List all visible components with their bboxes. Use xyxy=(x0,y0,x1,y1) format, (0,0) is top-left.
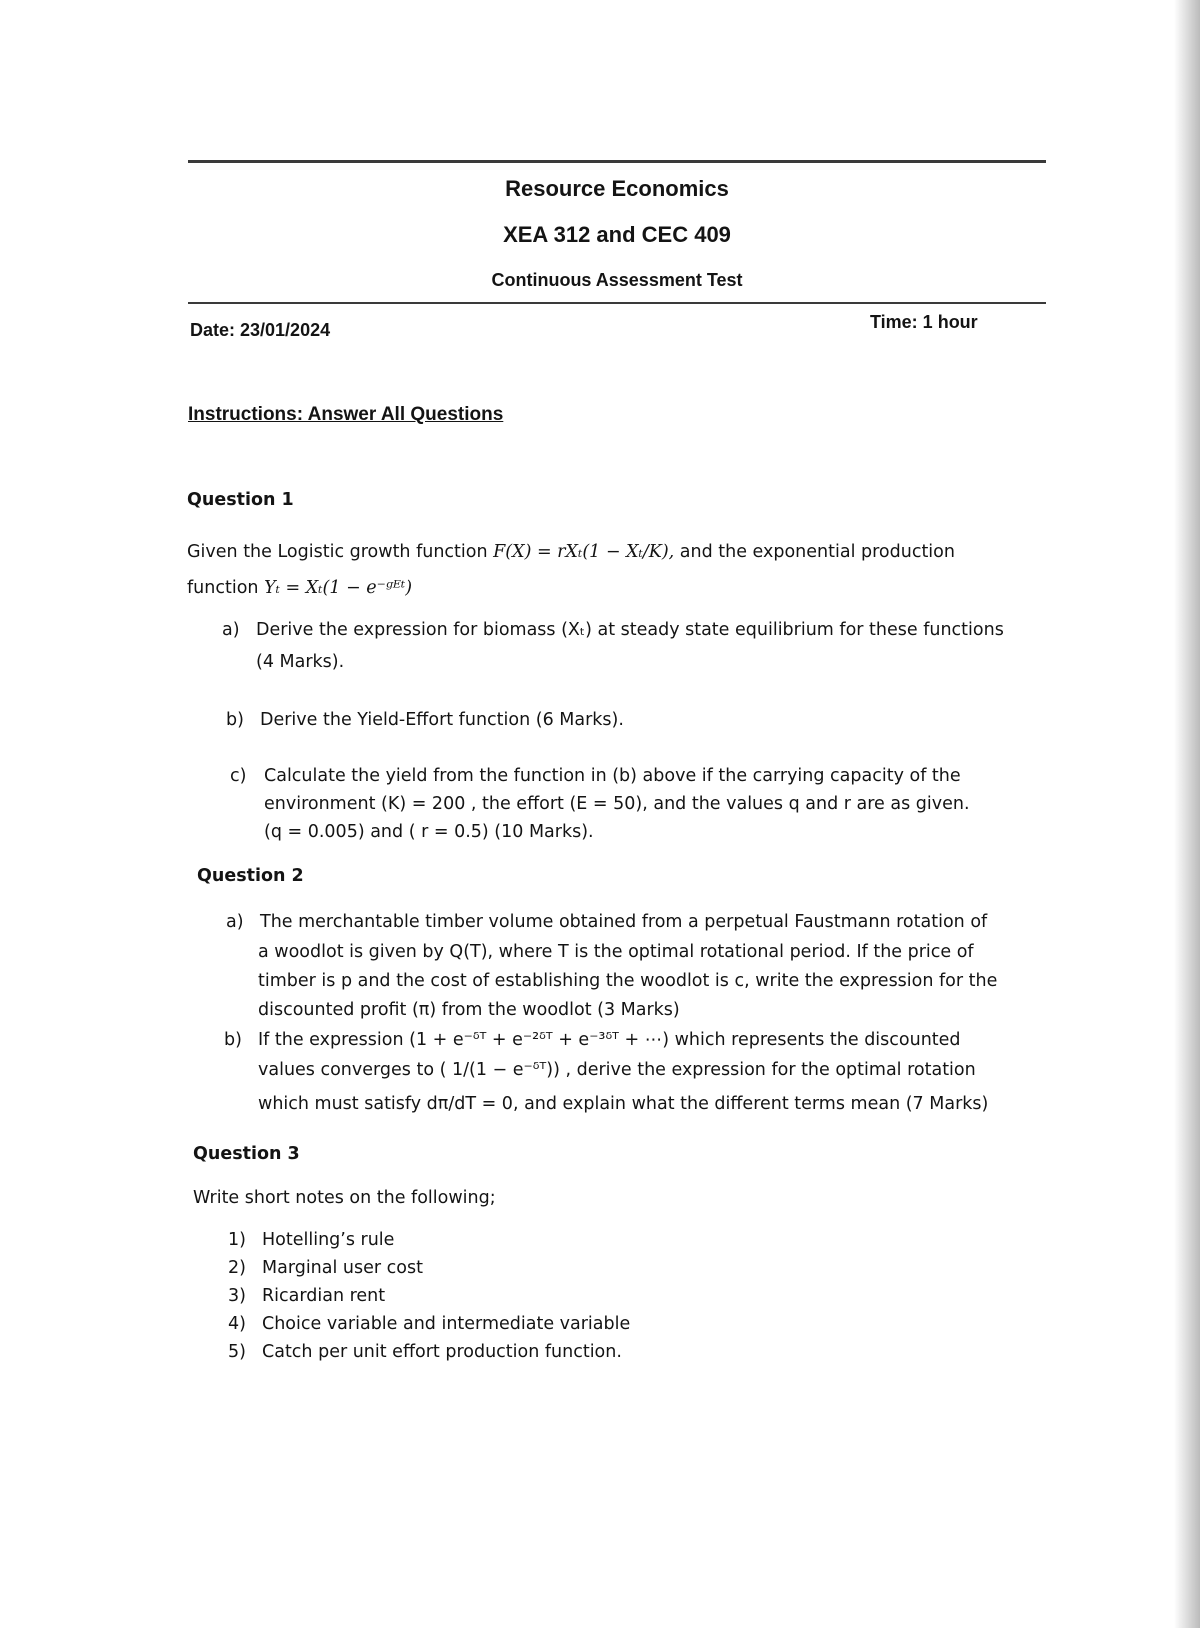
q1-part-b-label: b) xyxy=(226,710,244,730)
q2-part-b-text-3: which must satisfy dπ/dT = 0, and explain what the different terms mean (7 Marks) xyxy=(258,1094,989,1114)
page-edge-shadow xyxy=(1174,0,1200,1628)
instructions: Instructions: Answer All Questions xyxy=(188,404,504,425)
q2-part-a-text-2: a woodlot is given by Q(T), where T is the optimal rotational period. If the price of xyxy=(258,942,974,962)
question-3-intro: Write short notes on the following; xyxy=(193,1188,496,1208)
q1-part-c-text-3: (q = 0.005) and ( r = 0.5) (10 Marks). xyxy=(264,822,594,842)
q1-intro-text-a: Given the Logistic growth function xyxy=(187,542,494,562)
q2-part-b-text-1: If the expression (1 + e⁻ᵟᵀ + e⁻²ᵟᵀ + e⁻³ᵟᵀ + ⋯) which represents the discounted xyxy=(258,1030,961,1050)
q1-part-a-text-2: (4 Marks). xyxy=(256,652,345,672)
q1-part-c-text-1: Calculate the yield from the function in (b) above if the carrying capacity of the xyxy=(264,766,961,786)
q1-part-a-text-1: Derive the expression for biomass (Xₜ) at steady state equilibrium for these functions xyxy=(256,620,1004,640)
q2-part-a-label: a) xyxy=(226,912,244,932)
list-item: 5) Catch per unit effort production function. xyxy=(228,1342,622,1362)
logistic-formula: F(X) = rXₜ(1 − Xₜ/K), xyxy=(493,542,675,562)
exam-duration: Time: 1 hour xyxy=(870,312,978,332)
header-top-rule xyxy=(188,160,1046,163)
question-1-heading: Question 1 xyxy=(187,490,294,510)
question-3-heading: Question 3 xyxy=(193,1144,300,1164)
q1-intro-text-b: and the exponential production xyxy=(674,542,955,562)
q1-part-a-label: a) xyxy=(222,620,240,640)
production-formula: Yₜ = Xₜ(1 − e⁻ᵍᴱᵗ) xyxy=(264,578,413,598)
course-codes: XEA 312 and CEC 409 xyxy=(503,222,731,247)
q1-part-c-label: c) xyxy=(230,766,247,786)
course-title: Resource Economics xyxy=(505,176,729,201)
q1-part-c-text-2: environment (K) = 200 , the effort (E = 50), and the values q and r are as given. xyxy=(264,794,970,814)
q2-part-a-text-3: timber is p and the cost of establishing the woodlot is c, write the expression for the xyxy=(258,971,998,991)
q2-part-a-text-4: discounted profit (π) from the woodlot (3 Marks) xyxy=(258,1000,680,1020)
assessment-type: Continuous Assessment Test xyxy=(491,270,743,290)
list-item: 4) Choice variable and intermediate variable xyxy=(228,1314,631,1334)
question-1-intro-line2 xyxy=(187,574,1047,603)
list-item: 1) Hotelling’s rule xyxy=(228,1230,395,1250)
q2-part-a-text-1: The merchantable timber volume obtained from a perpetual Faustmann rotation of xyxy=(260,912,988,932)
list-item: 2) Marginal user cost xyxy=(228,1258,423,1278)
header-bottom-rule xyxy=(188,302,1046,304)
q2-part-b-text-2: values converges to ( 1/(1 − e⁻ᵟᵀ)) , derive the expression for the optimal rotation xyxy=(258,1060,976,1080)
list-item: 3) Ricardian rent xyxy=(228,1286,386,1306)
q1-intro-line2-text: function xyxy=(187,578,265,598)
exam-date: Date: 23/01/2024 xyxy=(190,320,331,340)
question-3-list xyxy=(228,1226,630,1366)
question-1-intro xyxy=(187,538,1047,567)
question-2-heading: Question 2 xyxy=(197,866,304,886)
q2-part-b-label: b) xyxy=(224,1030,242,1050)
q1-part-b-text: Derive the Yield-Effort function (6 Marks). xyxy=(260,710,624,730)
